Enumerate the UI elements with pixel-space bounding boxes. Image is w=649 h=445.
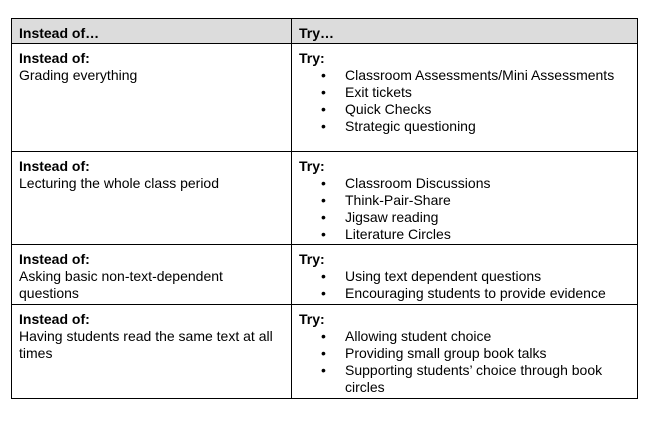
table-row xyxy=(12,152,638,245)
comparison-table xyxy=(11,18,638,399)
try-cell xyxy=(292,305,638,399)
instead-text: Having students read the same text at all times xyxy=(19,328,273,361)
header-instead-of: Instead of… xyxy=(12,19,292,44)
bullet-icon: • xyxy=(321,192,326,208)
list-item: • Encouraging students to provide evidence xyxy=(321,285,606,301)
try-label: Try: xyxy=(299,251,325,267)
header-row xyxy=(12,19,638,44)
bullet-icon: • xyxy=(321,268,326,284)
list-item: • Literature Circles xyxy=(321,226,451,242)
try-cell xyxy=(292,152,638,245)
table-row xyxy=(12,305,638,399)
bullet-icon: • xyxy=(321,118,326,134)
try-list xyxy=(299,328,630,396)
try-cell xyxy=(292,245,638,305)
try-list xyxy=(299,268,630,302)
list-item: • Classroom Assessments/Mini Assessments xyxy=(321,67,615,83)
list-item: • Think-Pair-Share xyxy=(321,192,451,208)
instead-text: Lecturing the whole class period xyxy=(19,175,220,191)
try-label: Try: xyxy=(299,158,325,174)
list-item: • Quick Checks xyxy=(321,101,432,117)
table-row xyxy=(12,44,638,152)
bullet-icon: • xyxy=(321,362,326,378)
bullet-icon: • xyxy=(321,226,326,242)
bullet-icon: • xyxy=(321,328,326,344)
list-item: • Jigsaw reading xyxy=(321,209,439,225)
list-item: • Using text dependent questions xyxy=(321,268,542,284)
bullet-icon: • xyxy=(321,67,326,83)
instead-label: Instead of: xyxy=(19,158,90,174)
instead-label: Instead of: xyxy=(19,50,90,66)
instead-cell xyxy=(12,305,292,399)
bullet-icon: • xyxy=(321,84,326,100)
list-item: • Classroom Discussions xyxy=(321,175,491,191)
table-row xyxy=(12,245,638,305)
try-label: Try: xyxy=(299,50,325,66)
list-item: • Strategic questioning xyxy=(321,118,476,134)
instead-text: Grading everything xyxy=(19,67,138,83)
instead-label: Instead of: xyxy=(19,251,90,267)
instead-cell xyxy=(12,245,292,305)
bullet-icon: • xyxy=(321,285,326,301)
instead-cell xyxy=(12,152,292,245)
try-list xyxy=(299,175,630,243)
header-try: Try… xyxy=(292,19,638,44)
bullet-icon: • xyxy=(321,175,326,191)
list-item: • Exit tickets xyxy=(321,84,412,100)
list-item: • Supporting students’ choice through book circles xyxy=(321,362,603,395)
bullet-icon: • xyxy=(321,209,326,225)
bullet-icon: • xyxy=(321,345,326,361)
instead-cell xyxy=(12,44,292,152)
list-item: • Providing small group book talks xyxy=(321,345,547,361)
bullet-icon: • xyxy=(321,101,326,117)
try-list xyxy=(299,67,630,135)
list-item: • Allowing student choice xyxy=(321,328,492,344)
instead-label: Instead of: xyxy=(19,311,90,327)
try-label: Try: xyxy=(299,311,325,327)
instead-text: Asking basic non-text-dependent questions xyxy=(19,268,223,301)
try-cell xyxy=(292,44,638,152)
